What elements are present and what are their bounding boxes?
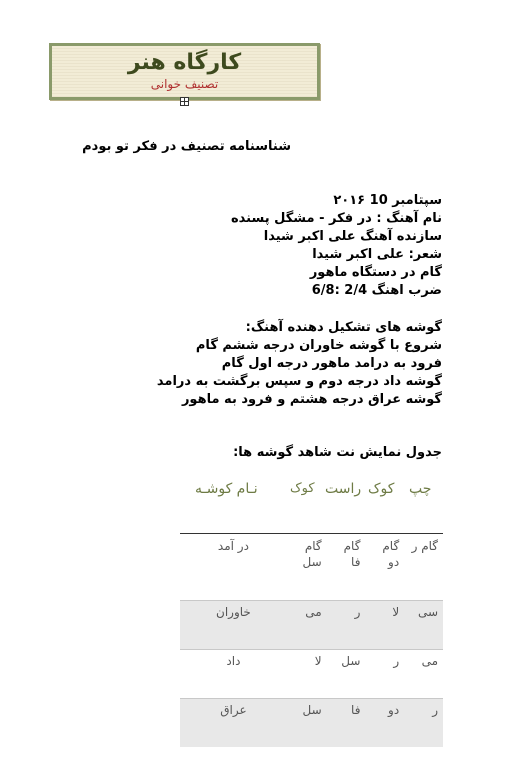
tuning-legend [195, 481, 435, 501]
table-cell: لا [288, 650, 327, 699]
header-daramad: در آمد [180, 534, 288, 601]
witness-notes-table [180, 533, 443, 747]
gushe-heading: گوشه های تشکیل دهنده آهنگ: [245, 320, 442, 335]
song-info-block [231, 192, 442, 300]
info-line-date: سپتامبر 10 ۲۰۱۶ [333, 193, 442, 208]
info-line-composer: سازنده آهنگ علی اکبر شیدا [263, 229, 442, 244]
gushe-line-4: گوشه عراق درجه هشتم و فرود به ماهور [181, 392, 442, 407]
table-cell: می [404, 650, 443, 699]
legend-kok-left: کوک [368, 481, 395, 497]
info-line-rhythm: ضرب اهنگ 2/4 :6/8 [311, 283, 442, 298]
table-cell: لا [365, 601, 404, 650]
gushe-block [157, 319, 442, 409]
table-cell: سی [404, 601, 443, 650]
document-heading: شناسنامه تصنیف در فکر تو بودم [82, 139, 291, 154]
table-row [180, 601, 443, 650]
table-cell: خاوران [180, 601, 288, 650]
table-row [180, 699, 443, 748]
table-cell: عراق [180, 699, 288, 748]
table-row [180, 650, 443, 699]
legend-kok-right: کوک [290, 481, 315, 496]
header-gam-fa: گام فا [327, 534, 366, 601]
legend-rast: راست [325, 481, 362, 497]
table-cell: ر [327, 601, 366, 650]
table-header-row [180, 534, 443, 601]
table-cell: ر [404, 699, 443, 748]
table-cell: می [288, 601, 327, 650]
legend-gushe-name: نـام کوشـه [195, 481, 258, 497]
table-cell: داد [180, 650, 288, 699]
logo-subtitle: تصنیف خوانی [150, 77, 219, 91]
gushe-line-3: گوشه داد درجه دوم و سپس برگشت به درامد [156, 374, 442, 389]
header-gam-do: گام دو [365, 534, 404, 601]
logo-banner [49, 43, 320, 100]
info-line-scale: گام در دستگاه ماهور [309, 265, 442, 280]
table-cell: دو [365, 699, 404, 748]
info-line-poet: شعر: علی اکبر شیدا [312, 247, 442, 262]
header-gam-sol: گام سل [288, 534, 327, 601]
legend-chap: چپ [409, 481, 432, 497]
table-cell: ر [365, 650, 404, 699]
table-cell: سل [327, 650, 366, 699]
table-title: جدول نمایش نت شاهد گوشه ها: [233, 445, 442, 460]
move-handle-icon[interactable] [180, 97, 189, 106]
header-gam-re: گام ر [404, 534, 443, 601]
gushe-line-1: شروع با گوشه خاوران درجه ششم گام [195, 338, 442, 353]
info-line-song-name: نام آهنگ : در فکر - مشگل پسنده [230, 211, 442, 226]
table-cell: سل [288, 699, 327, 748]
logo-title: کارگاه هنر [127, 50, 242, 75]
table-cell: فا [327, 699, 366, 748]
gushe-line-2: فرود به درامد ماهور درجه اول گام [221, 356, 442, 371]
